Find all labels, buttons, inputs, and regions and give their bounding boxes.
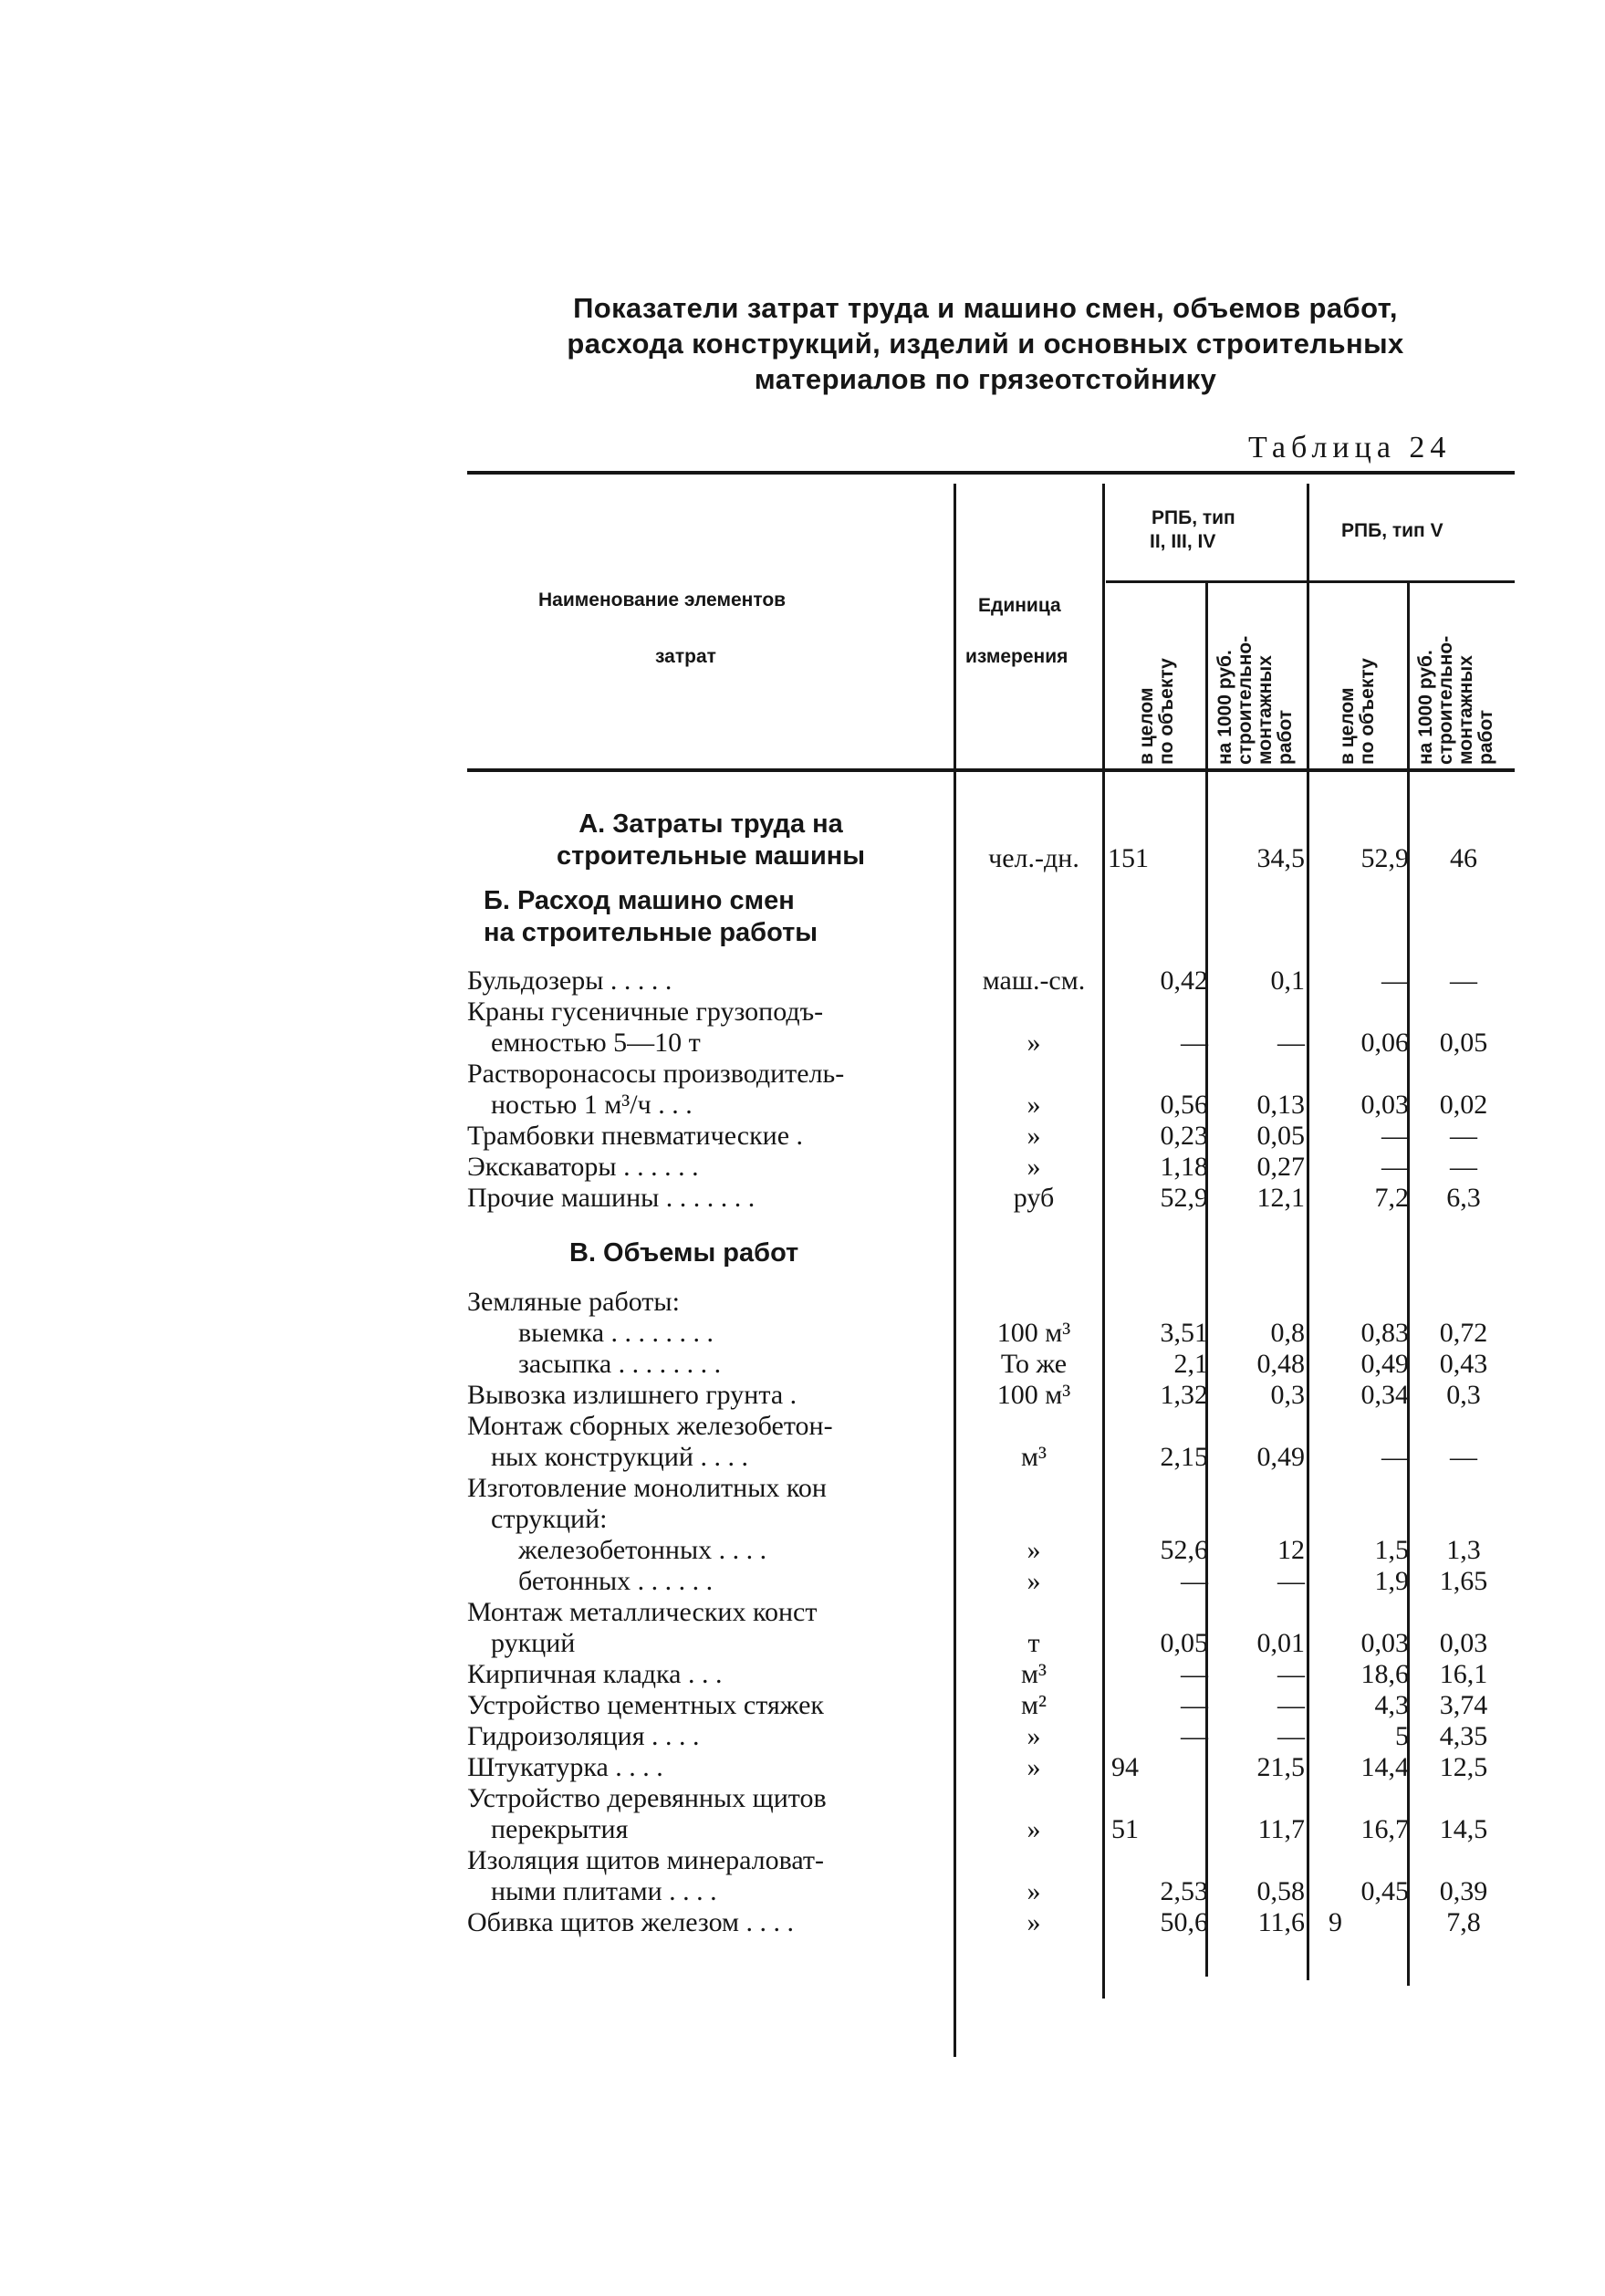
row-name: железобетонных . . . . bbox=[518, 1535, 767, 1565]
row-v1: 0,23 bbox=[1160, 1121, 1208, 1151]
subheader-v3-line-1: в целом bbox=[1337, 687, 1358, 765]
row-name: Изготовление монолитных кон bbox=[467, 1473, 827, 1503]
row-name: Краны гусеничные грузоподъ- bbox=[467, 997, 824, 1027]
row-v2: 0,01 bbox=[1256, 1628, 1305, 1658]
row-name: перекрытия bbox=[491, 1814, 629, 1844]
table-row bbox=[0, 1442, 1605, 1473]
subheader-v1-line-2: по объекту bbox=[1156, 658, 1177, 765]
row-v3: — bbox=[1381, 965, 1409, 996]
table-row bbox=[0, 1059, 1605, 1090]
section-a-v3: 52,9 bbox=[1360, 843, 1409, 873]
row-name: Устройство деревянных щитов bbox=[467, 1783, 827, 1813]
table-row bbox=[0, 1287, 1605, 1318]
row-name: Устройство цементных стяжек bbox=[467, 1690, 824, 1720]
row-v1: 2,15 bbox=[1160, 1442, 1208, 1472]
subheader-v4-line-2: строительно- bbox=[1435, 635, 1456, 765]
row-name: Изоляция щитов минераловат- bbox=[467, 1845, 825, 1875]
row-unit: » bbox=[1027, 1752, 1041, 1782]
row-name: ными плитами . . . . bbox=[491, 1876, 717, 1906]
row-unit: м³ bbox=[1021, 1442, 1047, 1472]
subheader-v4-line-4: работ bbox=[1475, 709, 1496, 765]
subheader-v2-line-4: работ bbox=[1275, 709, 1296, 765]
row-v3: 9 bbox=[1329, 1907, 1342, 1937]
row-unit: » bbox=[1027, 1121, 1041, 1151]
row-name: струкций: bbox=[491, 1504, 608, 1534]
row-unit: маш.-см. bbox=[982, 965, 1086, 996]
row-v2: — bbox=[1277, 1566, 1305, 1596]
subheader-v2-line-1: на 1000 руб. bbox=[1214, 650, 1235, 765]
header-group-1-line-2: II, III, IV bbox=[1150, 531, 1216, 552]
table-number-label: Таблица 24 bbox=[1248, 431, 1452, 464]
row-v4: 0,3 bbox=[1446, 1380, 1481, 1410]
row-v1: — bbox=[1181, 1566, 1208, 1596]
row-v3: — bbox=[1381, 1121, 1409, 1151]
row-name: Монтаж металлических конст bbox=[467, 1597, 818, 1627]
header-unit-line-1: Единица bbox=[978, 595, 1061, 616]
table-row bbox=[0, 1845, 1605, 1876]
row-v3: 14,4 bbox=[1360, 1752, 1409, 1782]
row-v2: 0,3 bbox=[1270, 1380, 1305, 1410]
row-v2: 21,5 bbox=[1256, 1752, 1305, 1782]
row-name: засыпка . . . . . . . . bbox=[518, 1349, 722, 1379]
table-row bbox=[0, 1597, 1605, 1628]
row-v4: 7,8 bbox=[1446, 1907, 1481, 1937]
row-v1: 2,53 bbox=[1160, 1876, 1208, 1906]
row-name: Штукатурка . . . . bbox=[467, 1752, 663, 1782]
row-v1: — bbox=[1181, 1690, 1208, 1720]
row-unit: м³ bbox=[1021, 1659, 1047, 1689]
row-unit: » bbox=[1027, 1090, 1041, 1120]
table-row bbox=[0, 1876, 1605, 1907]
table-row bbox=[0, 1028, 1605, 1059]
row-v4: 1,65 bbox=[1439, 1566, 1488, 1596]
subheader-v3-total bbox=[1338, 658, 1378, 765]
row-v1: 1,32 bbox=[1160, 1380, 1208, 1410]
row-name: Бульдозеры . . . . . bbox=[467, 965, 672, 996]
row-unit: т bbox=[1027, 1628, 1040, 1658]
row-v3: 0,45 bbox=[1360, 1876, 1409, 1906]
row-name: емностью 5—10 т bbox=[491, 1028, 701, 1058]
row-v3: 0,03 bbox=[1360, 1090, 1409, 1120]
row-v2: 0,8 bbox=[1270, 1318, 1305, 1348]
row-v1: — bbox=[1181, 1028, 1208, 1058]
table-title bbox=[511, 290, 1460, 397]
row-unit: » bbox=[1027, 1566, 1041, 1596]
row-v4: 3,74 bbox=[1439, 1690, 1488, 1720]
row-name: ных конструкций . . . . bbox=[491, 1442, 748, 1472]
row-name: ностью 1 м³/ч . . . bbox=[491, 1090, 693, 1120]
section-a-v2: 34,5 bbox=[1256, 843, 1305, 873]
row-v3: 1,5 bbox=[1374, 1535, 1409, 1565]
subheader-v3-line-2: по объекту bbox=[1357, 658, 1378, 765]
subheader-v2-per1000 bbox=[1215, 636, 1296, 765]
row-v4: 0,72 bbox=[1439, 1318, 1488, 1348]
row-v4: 12,5 bbox=[1439, 1752, 1488, 1782]
table-row bbox=[0, 1628, 1605, 1659]
row-v2: 0,49 bbox=[1256, 1442, 1305, 1472]
subheader-v4-line-1: на 1000 руб. bbox=[1415, 650, 1436, 765]
row-v3: 7,2 bbox=[1374, 1183, 1409, 1213]
section-c-title: В. Объемы работ bbox=[569, 1238, 799, 1268]
row-v3: — bbox=[1381, 1152, 1409, 1182]
row-v2: 12,1 bbox=[1256, 1183, 1305, 1213]
row-v2: 11,6 bbox=[1257, 1907, 1305, 1937]
table-row bbox=[0, 1783, 1605, 1814]
subheader-v1-total bbox=[1137, 658, 1177, 765]
row-name: Экскаваторы . . . . . . bbox=[467, 1152, 699, 1182]
table-row bbox=[0, 1152, 1605, 1183]
section-b-line-1: Б. Расход машино смен bbox=[484, 886, 795, 915]
row-unit: » bbox=[1027, 1028, 1041, 1058]
row-v3: 0,49 bbox=[1360, 1349, 1409, 1379]
row-v1: 51 bbox=[1111, 1814, 1139, 1844]
group-header-rule bbox=[1106, 580, 1515, 583]
row-v4: 16,1 bbox=[1439, 1659, 1488, 1689]
row-v4: — bbox=[1450, 965, 1477, 996]
subheader-v2-line-2: строительно- bbox=[1235, 635, 1256, 765]
row-v1: 50,6 bbox=[1160, 1907, 1208, 1937]
section-a-unit: чел.-дн. bbox=[988, 843, 1079, 873]
row-v2: — bbox=[1277, 1028, 1305, 1058]
section-b-title bbox=[484, 885, 818, 949]
row-v3: 0,83 bbox=[1360, 1318, 1409, 1348]
row-v4: 0,03 bbox=[1439, 1628, 1488, 1658]
row-v3: 0,06 bbox=[1360, 1028, 1409, 1058]
row-name: Кирпичная кладка . . . bbox=[467, 1659, 723, 1689]
section-a-values bbox=[0, 843, 1605, 874]
table-row bbox=[0, 1504, 1605, 1535]
row-v4: 0,05 bbox=[1439, 1028, 1488, 1058]
row-v3: 4,3 bbox=[1374, 1690, 1409, 1720]
table-row bbox=[0, 997, 1605, 1028]
row-v4: 0,43 bbox=[1439, 1349, 1488, 1379]
row-v2: 0,58 bbox=[1256, 1876, 1305, 1906]
table-row bbox=[0, 1473, 1605, 1504]
row-v2: 0,05 bbox=[1256, 1121, 1305, 1151]
row-v1: 3,51 bbox=[1160, 1318, 1208, 1348]
row-v3: 0,34 bbox=[1360, 1380, 1409, 1410]
row-v2: — bbox=[1277, 1721, 1305, 1751]
row-v3: 5 bbox=[1395, 1721, 1409, 1751]
row-v4: 0,39 bbox=[1439, 1876, 1488, 1906]
header-group-1-line-1: РПБ, тип bbox=[1152, 507, 1235, 528]
row-name: Обивка щитов железом . . . . bbox=[467, 1907, 795, 1937]
table-top-rule bbox=[467, 471, 1515, 475]
row-name: Вывозка излишнего грунта . bbox=[467, 1380, 797, 1410]
row-unit: руб bbox=[1013, 1183, 1055, 1213]
row-v3: 18,6 bbox=[1360, 1659, 1409, 1689]
row-v4: 14,5 bbox=[1439, 1814, 1488, 1844]
title-line-1: Показатели затрат труда и машино смен, объемов работ, bbox=[573, 292, 1398, 324]
row-v3: — bbox=[1381, 1442, 1409, 1472]
row-v1: 0,05 bbox=[1160, 1628, 1208, 1658]
row-v1: — bbox=[1181, 1659, 1208, 1689]
section-a-line-1: А. Затраты труда на bbox=[578, 809, 843, 839]
row-v4: 4,35 bbox=[1439, 1721, 1488, 1751]
row-v1: 0,56 bbox=[1160, 1090, 1208, 1120]
row-v2: 0,27 bbox=[1256, 1152, 1305, 1182]
table-row bbox=[0, 1690, 1605, 1721]
row-name: Земляные работы: bbox=[467, 1287, 680, 1317]
row-name: выемка . . . . . . . . bbox=[518, 1318, 714, 1348]
row-v4: — bbox=[1450, 1152, 1477, 1182]
table-row bbox=[0, 1721, 1605, 1752]
row-unit: » bbox=[1027, 1152, 1041, 1182]
row-v1: 2,1 bbox=[1173, 1349, 1208, 1379]
table-row bbox=[0, 1318, 1605, 1349]
header-bottom-rule bbox=[467, 768, 1515, 772]
row-name: Прочие машины . . . . . . . bbox=[467, 1183, 756, 1213]
header-unit-line-2: измерения bbox=[965, 646, 1068, 667]
row-v4: 0,02 bbox=[1439, 1090, 1488, 1120]
row-name: Гидроизоляция . . . . bbox=[467, 1721, 700, 1751]
row-unit: » bbox=[1027, 1907, 1041, 1937]
row-unit: » bbox=[1027, 1721, 1041, 1751]
row-v2: — bbox=[1277, 1690, 1305, 1720]
section-a-v1: 151 bbox=[1108, 843, 1149, 873]
row-v3: 0,03 bbox=[1360, 1628, 1409, 1658]
row-name: Монтаж сборных железобетон- bbox=[467, 1411, 833, 1441]
header-name-line-1: Наименование элементов bbox=[538, 590, 787, 611]
row-unit: 100 м³ bbox=[996, 1318, 1071, 1348]
table-row bbox=[0, 1814, 1605, 1845]
section-a-line-2: строительные машины bbox=[556, 841, 866, 871]
section-a-v4: 46 bbox=[1450, 843, 1477, 873]
row-name: бетонных . . . . . . bbox=[518, 1566, 714, 1596]
row-v2: 0,48 bbox=[1256, 1349, 1305, 1379]
table-row bbox=[0, 1411, 1605, 1442]
row-v2: 0,1 bbox=[1270, 965, 1305, 996]
row-unit: » bbox=[1027, 1814, 1041, 1844]
row-v3: 1,9 bbox=[1374, 1566, 1409, 1596]
row-v1: 94 bbox=[1111, 1752, 1139, 1782]
row-name: Растворонасосы производитель- bbox=[467, 1059, 845, 1089]
row-unit: » bbox=[1027, 1535, 1041, 1565]
title-line-3: материалов по грязеотстойнику bbox=[754, 363, 1217, 395]
table-row bbox=[0, 1752, 1605, 1783]
row-v2: 12 bbox=[1277, 1535, 1305, 1565]
row-v1: 0,42 bbox=[1160, 965, 1208, 996]
table-row bbox=[0, 1349, 1605, 1380]
row-unit: То же bbox=[1000, 1349, 1068, 1379]
table-row bbox=[0, 1380, 1605, 1411]
table-row bbox=[0, 1183, 1605, 1214]
row-v4: 1,3 bbox=[1446, 1535, 1481, 1565]
row-v2: 11,7 bbox=[1257, 1814, 1305, 1844]
subheader-v1-line-1: в целом bbox=[1136, 687, 1157, 765]
row-v2: — bbox=[1277, 1659, 1305, 1689]
row-unit: 100 м³ bbox=[996, 1380, 1071, 1410]
row-unit: м² bbox=[1021, 1690, 1047, 1720]
table-row bbox=[0, 1659, 1605, 1690]
row-v1: — bbox=[1181, 1721, 1208, 1751]
table-row bbox=[0, 1535, 1605, 1566]
row-v4: — bbox=[1450, 1121, 1477, 1151]
subheader-v4-per1000 bbox=[1416, 636, 1496, 765]
table-row bbox=[0, 1566, 1605, 1597]
row-v4: — bbox=[1450, 1442, 1477, 1472]
row-name: рукций bbox=[491, 1628, 576, 1658]
row-v4: 6,3 bbox=[1446, 1183, 1481, 1213]
title-line-2: расхода конструкций, изделий и основных строительных bbox=[567, 328, 1404, 360]
row-unit: » bbox=[1027, 1876, 1041, 1906]
table-row bbox=[0, 1907, 1605, 1938]
row-name: Трамбовки пневматические . bbox=[467, 1121, 804, 1151]
section-b-line-2: на строительные работы bbox=[484, 918, 818, 947]
subheader-v4-line-3: монтажных bbox=[1455, 655, 1476, 765]
row-v3: 16,7 bbox=[1360, 1814, 1409, 1844]
row-v1: 52,9 bbox=[1160, 1183, 1208, 1213]
subheader-v2-line-3: монтажных bbox=[1255, 655, 1276, 765]
table-row bbox=[0, 965, 1605, 997]
header-group-2: РПБ, тип V bbox=[1341, 520, 1443, 541]
table-row bbox=[0, 1121, 1605, 1152]
row-v1: 1,18 bbox=[1160, 1152, 1208, 1182]
table-row bbox=[0, 1090, 1605, 1121]
row-v2: 0,13 bbox=[1256, 1090, 1305, 1120]
header-name-line-2: затрат bbox=[655, 646, 716, 667]
row-v1: 52,6 bbox=[1160, 1535, 1208, 1565]
